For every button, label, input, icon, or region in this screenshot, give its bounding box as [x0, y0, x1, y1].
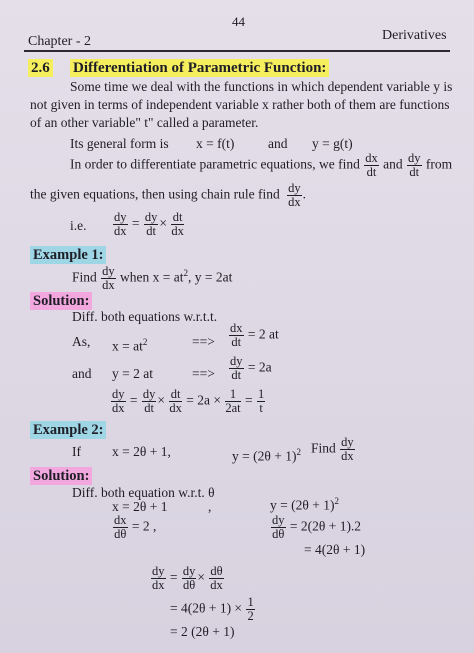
page-number: 44	[232, 14, 245, 29]
header-rule	[24, 50, 450, 52]
ie-label: i.e.	[70, 218, 87, 233]
ex1-dydt-result: $\frac{dy}{dt}$ = 2a	[230, 354, 272, 382]
ex2-comma: ,	[208, 499, 212, 514]
section-title: Differentiation of Parametric Function:	[70, 60, 329, 77]
ex2-dydtheta-simplified: = 4(2θ + 1)	[304, 542, 366, 557]
ex2-dxdtheta: $\frac{dx}{d\theta}$ = 2 ,	[114, 513, 157, 541]
section-number: 2.6	[28, 60, 53, 77]
chain-rule-formula: $\frac{dy}{dx}$ = $\frac{dy}{dt}$ × $\frac{dt}{dx}$	[114, 210, 184, 238]
ex1-chain-result: $\frac{dy}{dx}$ = $\frac{dy}{dt}$ × $\frac{dt}{dx}$ = 2a × $\frac{1}{2at}$ = $\frac{1}{t}$	[112, 387, 265, 415]
y-form: y = g(t)	[312, 136, 353, 151]
ex2-dydtheta: $\frac{dy}{d\theta}$ = 2(2θ + 1).2	[272, 513, 362, 541]
general-form-label: Its general form is	[70, 136, 169, 151]
ex2-x-equation: x = 2θ + 1,	[112, 444, 171, 459]
ex2-final-step-2: = 2 (2θ + 1)	[170, 624, 235, 639]
topic-label: Derivatives	[382, 28, 447, 43]
ex1-dxdt-result: $\frac{dx}{dt}$ = 2 at	[230, 321, 279, 349]
solution-2-label: Solution:	[30, 468, 92, 485]
intro-line-3: of an other variable" t" called a parameter.	[30, 115, 259, 130]
diff-text: In order to differentiate parametric equations, we find $\frac{dx}{dt}$ and $\frac{dy}{dt}$ from	[70, 151, 453, 179]
ex2-x-equation-2: x = 2θ + 1	[112, 499, 168, 514]
and-word-2: and	[72, 366, 92, 381]
ex2-find: Find $\frac{dy}{dx}$	[311, 435, 354, 463]
intro-line-1: Some time we deal with the functions in which dependent variable y is	[70, 79, 453, 94]
chapter-label: Chapter - 2	[28, 34, 91, 49]
solution-1-label: Solution:	[30, 293, 92, 310]
example-1-label: Example 1:	[30, 247, 106, 264]
ex2-y-equation: $y = (2\theta + 1)^2$	[232, 447, 301, 464]
implies-arrow-1: ==>	[192, 334, 215, 349]
intro-line-2: not given in terms of independent variable x rather both of them are functions	[30, 97, 450, 112]
and-word: and	[268, 136, 288, 151]
ex1-x-equation: $x = at^2$	[112, 337, 148, 354]
ex2-chain-rule: $\frac{dy}{dx}$ = $\frac{dy}{d\theta}$ × $\frac{d\theta}{dx}$	[152, 564, 223, 592]
example-1-question: Find $\frac{dy}{dx}$ when $x = at^2$, y = 2at	[72, 263, 233, 292]
ex1-y-equation: y = 2 at	[112, 366, 153, 381]
implies-arrow-2: ==>	[192, 366, 215, 381]
ex2-final-step-1: = 4(2θ + 1) × $\frac{1}{2}$	[170, 595, 254, 623]
x-form: x = f(t)	[196, 136, 235, 151]
example-2-label: Example 2:	[30, 422, 106, 439]
as-word: As,	[72, 334, 91, 349]
if-word: If	[72, 444, 81, 459]
solution-2-diff-line: Diff. both equation w.r.t. θ	[72, 485, 215, 500]
chain-text: the given equations, then using chain rule find $\frac{dy}{dx}$ .	[30, 181, 306, 209]
solution-1-diff-line: Diff. both equations w.r.t.t.	[72, 309, 218, 324]
ex2-y-equation-2: $y = (2\theta + 1)^2$	[270, 496, 339, 513]
